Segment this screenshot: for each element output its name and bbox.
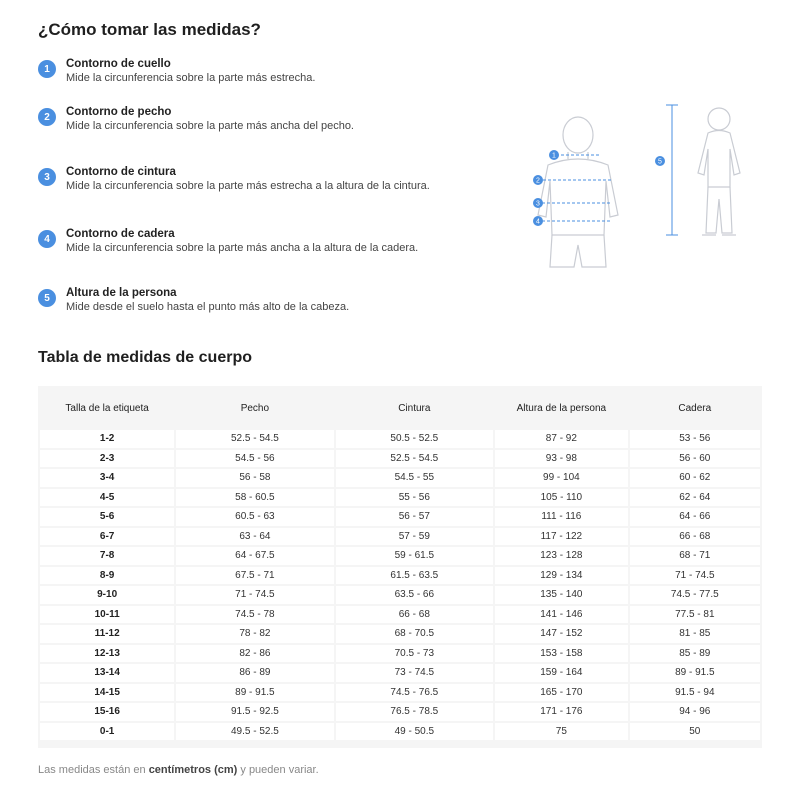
step-heading: Contorno de cuello — [66, 58, 171, 70]
size-label-cell: 0-1 — [40, 723, 174, 741]
step-number-badge: 3 — [38, 168, 56, 186]
svg-text:5: 5 — [658, 158, 662, 166]
figure-marker — [533, 216, 543, 226]
table-cell: 49 - 50.5 — [336, 723, 494, 741]
table-cell: 99 - 104 — [495, 469, 627, 487]
size-label-cell: 5-6 — [40, 508, 174, 526]
table-row — [40, 489, 760, 507]
table-cell: 77.5 - 81 — [630, 606, 760, 624]
table-cell: 71 - 74.5 — [630, 567, 760, 585]
figure-marker — [655, 156, 665, 166]
table-cell: 59 - 61.5 — [336, 547, 494, 565]
table-row — [40, 430, 760, 448]
table-row — [40, 547, 760, 565]
table-cell: 147 - 152 — [495, 625, 627, 643]
step-number-badge: 5 — [38, 289, 56, 307]
table-row — [40, 469, 760, 487]
table-cell: 93 - 98 — [495, 450, 627, 468]
table-row — [40, 528, 760, 546]
table-cell: 129 - 134 — [495, 567, 627, 585]
table-cell: 70.5 - 73 — [336, 645, 494, 663]
table-cell: 56 - 57 — [336, 508, 494, 526]
table-cell: 117 - 122 — [495, 528, 627, 546]
table-row — [40, 606, 760, 624]
table-cell: 67.5 - 71 — [176, 567, 333, 585]
table-row — [40, 567, 760, 585]
table-row — [40, 703, 760, 721]
footnote-text-before: Las medidas están en — [38, 764, 149, 776]
table-cell: 81 - 85 — [630, 625, 760, 643]
step-description: Mide la circunferencia sobre la parte más estrecha. — [66, 72, 316, 84]
table-cell: 94 - 96 — [630, 703, 760, 721]
table-cell: 85 - 89 — [630, 645, 760, 663]
table-cell: 86 - 89 — [176, 664, 333, 682]
table-cell: 68 - 70.5 — [336, 625, 494, 643]
table-cell: 60 - 62 — [630, 469, 760, 487]
table-cell: 53 - 56 — [630, 430, 760, 448]
svg-text:1: 1 — [552, 152, 556, 160]
table-row — [40, 586, 760, 604]
table-cell: 141 - 146 — [495, 606, 627, 624]
table-cell: 74.5 - 78 — [176, 606, 333, 624]
table-row — [40, 450, 760, 468]
table-row — [40, 645, 760, 663]
step-heading: Altura de la persona — [66, 287, 177, 299]
table-cell: 87 - 92 — [495, 430, 627, 448]
table-cell: 63.5 - 66 — [336, 586, 494, 604]
figure-marker — [549, 150, 559, 160]
step-number-badge: 4 — [38, 230, 56, 248]
table-cell: 64 - 67.5 — [176, 547, 333, 565]
table-cell: 74.5 - 77.5 — [630, 586, 760, 604]
table-cell: 75 — [495, 723, 627, 741]
size-table-container — [38, 386, 762, 748]
size-label-cell: 4-5 — [40, 489, 174, 507]
table-cell: 55 - 56 — [336, 489, 494, 507]
table-cell: 57 - 59 — [336, 528, 494, 546]
table-cell: 165 - 170 — [495, 684, 627, 702]
size-label-cell: 15-16 — [40, 703, 174, 721]
size-label-cell: 7-8 — [40, 547, 174, 565]
size-label-cell: 13-14 — [40, 664, 174, 682]
table-cell: 89 - 91.5 — [630, 664, 760, 682]
footnote-text-after: y pueden variar. — [237, 764, 319, 776]
table-cell: 68 - 71 — [630, 547, 760, 565]
table-row — [40, 625, 760, 643]
svg-text:4: 4 — [536, 218, 540, 226]
table-cell: 66 - 68 — [630, 528, 760, 546]
table-cell: 91.5 - 94 — [630, 684, 760, 702]
table-cell: 73 - 74.5 — [336, 664, 494, 682]
svg-text:3: 3 — [536, 200, 540, 208]
table-cell: 56 - 60 — [630, 450, 760, 468]
step-number-badge: 2 — [38, 108, 56, 126]
svg-text:2: 2 — [536, 177, 540, 185]
table-cell: 49.5 - 52.5 — [176, 723, 333, 741]
column-header: Pecho — [240, 402, 270, 414]
table-cell: 58 - 60.5 — [176, 489, 333, 507]
body-diagram-icon — [520, 95, 780, 275]
size-table — [38, 386, 762, 742]
table-cell: 123 - 128 — [495, 547, 627, 565]
table-row — [40, 664, 760, 682]
table-cell: 60.5 - 63 — [176, 508, 333, 526]
table-cell: 54.5 - 55 — [336, 469, 494, 487]
column-header: Cadera — [678, 402, 712, 414]
size-label-cell: 8-9 — [40, 567, 174, 585]
step-description: Mide la circunferencia sobre la parte más estrecha a la altura de la cintura. — [66, 180, 430, 192]
step-description: Mide desde el suelo hasta el punto más alto de la cabeza. — [66, 301, 350, 313]
table-title: Tabla de medidas de cuerpo — [38, 349, 252, 366]
size-label-cell: 12-13 — [40, 645, 174, 663]
table-cell: 153 - 158 — [495, 645, 627, 663]
table-cell: 62 - 64 — [630, 489, 760, 507]
figure-marker — [533, 175, 543, 185]
table-cell: 159 - 164 — [495, 664, 627, 682]
table-cell: 54.5 - 56 — [176, 450, 333, 468]
size-label-cell: 3-4 — [40, 469, 174, 487]
table-cell: 111 - 116 — [495, 508, 627, 526]
step-heading: Contorno de cadera — [66, 228, 175, 240]
table-cell: 74.5 - 76.5 — [336, 684, 494, 702]
table-cell: 50.5 - 52.5 — [336, 430, 494, 448]
table-cell: 50 — [630, 723, 760, 741]
size-label-cell: 2-3 — [40, 450, 174, 468]
table-cell: 52.5 - 54.5 — [176, 430, 333, 448]
column-header: Talla de la etiqueta — [65, 402, 149, 414]
table-cell: 71 - 74.5 — [176, 586, 333, 604]
table-cell: 105 - 110 — [495, 489, 627, 507]
table-cell: 78 - 82 — [176, 625, 333, 643]
table-cell: 61.5 - 63.5 — [336, 567, 494, 585]
footnote-unit: centímetros (cm) — [148, 764, 238, 776]
table-cell: 63 - 64 — [176, 528, 333, 546]
size-label-cell: 10-11 — [40, 606, 174, 624]
table-row — [40, 508, 760, 526]
table-cell: 56 - 58 — [176, 469, 333, 487]
page-title: ¿Cómo tomar las medidas? — [38, 20, 261, 39]
step-description: Mide la circunferencia sobre la parte más ancha del pecho. — [66, 120, 354, 132]
table-header-row — [40, 388, 760, 428]
footnote — [38, 764, 319, 776]
table-cell: 76.5 - 78.5 — [336, 703, 494, 721]
table-row — [40, 723, 760, 741]
step-heading: Contorno de cintura — [66, 166, 176, 178]
table-cell: 66 - 68 — [336, 606, 494, 624]
table-cell: 64 - 66 — [630, 508, 760, 526]
size-label-cell: 9-10 — [40, 586, 174, 604]
table-cell: 135 - 140 — [495, 586, 627, 604]
column-header: Altura de la persona — [516, 402, 607, 414]
table-cell: 171 - 176 — [495, 703, 627, 721]
size-label-cell: 11-12 — [40, 625, 174, 643]
table-cell: 89 - 91.5 — [176, 684, 333, 702]
step-description: Mide la circunferencia sobre la parte más ancha a la altura de la cadera. — [66, 242, 419, 254]
body-figure-illustration — [520, 95, 780, 275]
table-body — [40, 430, 760, 740]
table-cell: 82 - 86 — [176, 645, 333, 663]
step-heading: Contorno de pecho — [66, 106, 172, 118]
step-number-badge: 1 — [38, 60, 56, 78]
table-cell: 91.5 - 92.5 — [176, 703, 333, 721]
size-label-cell: 1-2 — [40, 430, 174, 448]
table-cell: 52.5 - 54.5 — [336, 450, 494, 468]
size-label-cell: 6-7 — [40, 528, 174, 546]
column-header: Cintura — [398, 402, 431, 414]
table-row — [40, 684, 760, 702]
figure-marker — [533, 198, 543, 208]
size-label-cell: 14-15 — [40, 684, 174, 702]
